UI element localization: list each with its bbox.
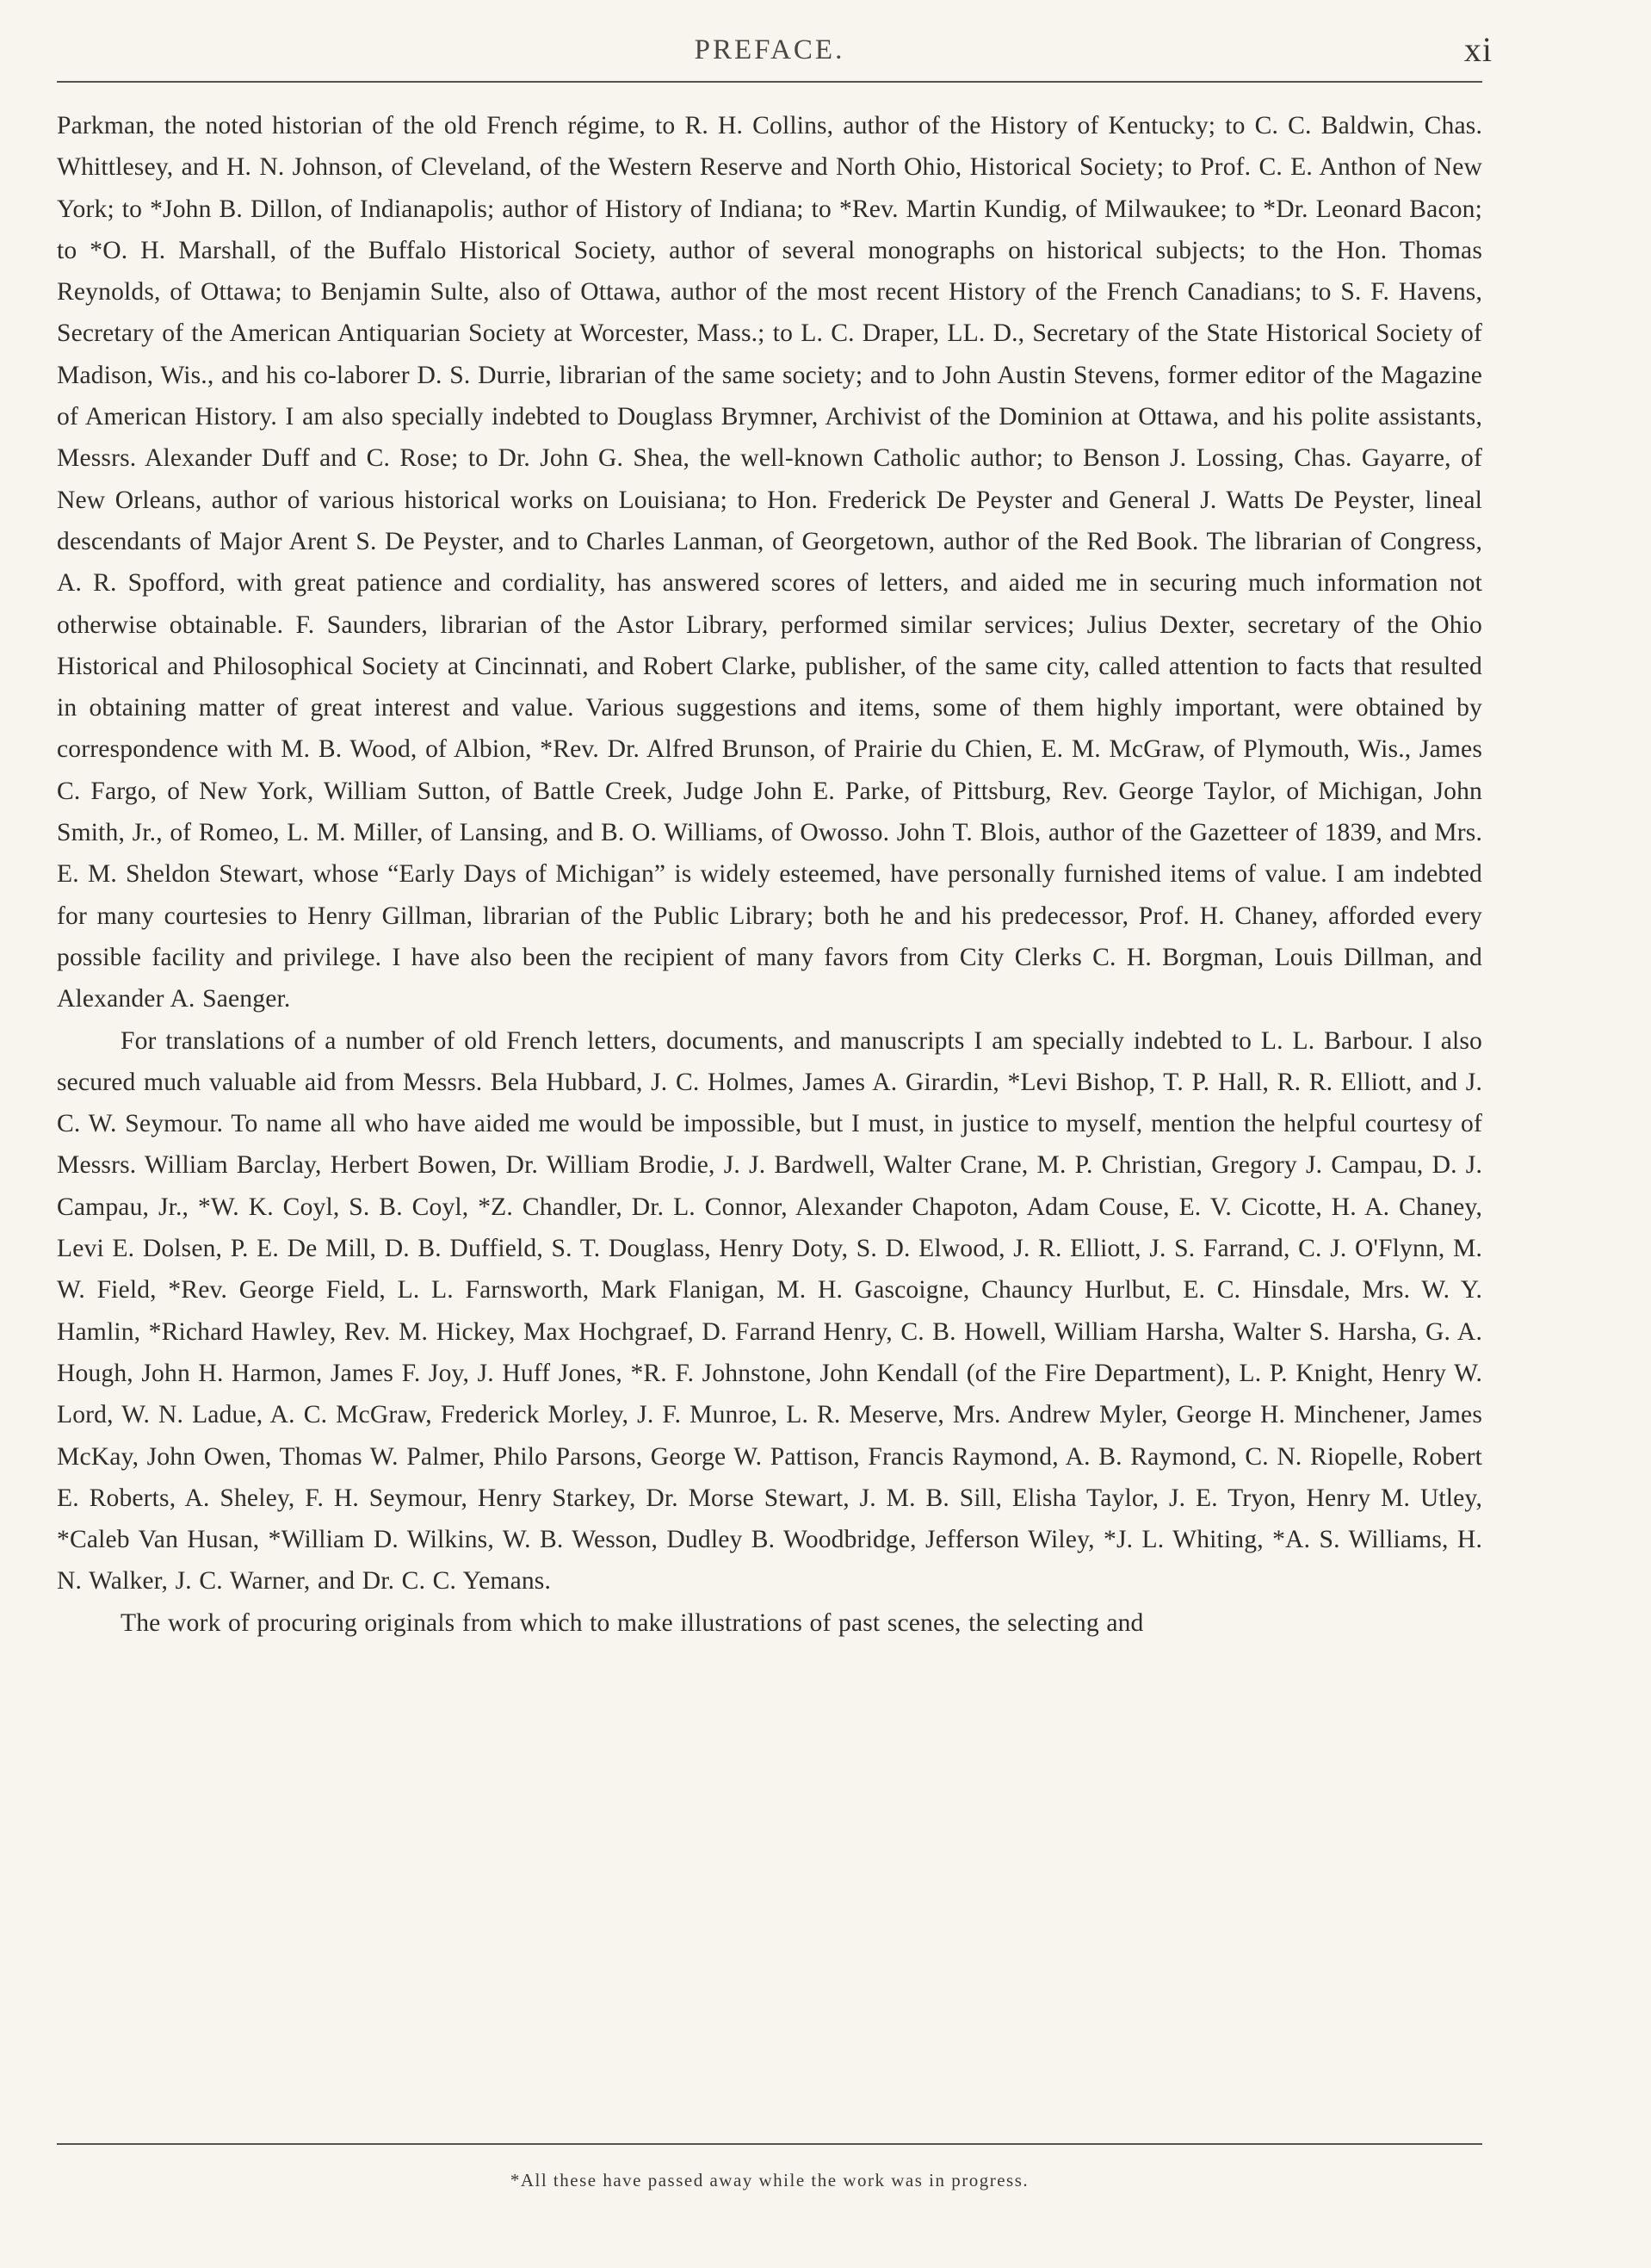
book-page	[57, 29, 1493, 2259]
paragraph-1: Parkman, the noted historian of the old French régime, to R. H. Collins, author of the History of Kentucky; to C. C. Baldwin, Chas. Whittlesey, and H. N. Johnson, of Cleveland, of the Western Reserve and North Ohio, Historical Society; to Prof. C. E. Anthon of New York; to *John B. Dillon, of Indianapolis; author of History of Indiana; to *Rev. Martin Kundig, of Milwaukee; to *Dr. Leonard Bacon; to *O. H. Marshall, of the Buffalo Historical Society, author of several monographs on historical subjects; to the Hon. Thomas Reynolds, of Ottawa; to Benjamin Sulte, also of Ottawa, author of the most recent History of the French Canadians; to S. F. Havens, Secretary of the American Antiquarian Society at Worcester, Mass.; to L. C. Draper, LL. D., Secretary of the State Historical Society of Madison, Wis., and his co-laborer D. S. Durrie, librarian of the same society; and to John Austin Stevens, former editor of the Magazine of American History. I am also specially indebted to Douglass Brymner, Archivist of the Dominion at Ottawa, and his polite assistants, Messrs. Alexander Duff and C. Rose; to Dr. John G. Shea, the well-known Catholic author; to Benson J. Lossing, Chas. Gayarre, of New Orleans, author of various historical works on Louisiana; to Hon. Frederick De Peyster and General J. Watts De Peyster, lineal descendants of Major Arent S. De Peyster, and to Charles Lanman, of Georgetown, author of the Red Book. The librarian of Congress, A. R. Spofford, with great patience and cordiality, has answered scores of letters, and aided me in securing much information not otherwise obtainable. F. Saunders, librarian of the Astor Library, performed similar services; Julius Dexter, secretary of the Ohio Historical and Philosophical Society at Cincinnati, and Robert Clarke, publisher, of the same city, called attention to facts that resulted in obtaining matter of great interest and value. Various suggestions and items, some of them highly important, were obtained by correspondence with M. B. Wood, of Albion, *Rev. Dr. Alfred Brunson, of Prairie du Chien, E. M. McGraw, of Plymouth, Wis., James C. Fargo, of New York, William Sutton, of Battle Creek, Judge John E. Parke, of Pittsburg, Rev. George Taylor, of Michigan, John Smith, Jr., of Romeo, L. M. Miller, of Lansing, and B. O. Williams, of Owosso. John T. Blois, author of the Gazetteer of 1839, and Mrs. E. M. Sheldon Stewart, whose “Early Days of Michigan” is widely esteemed, have personally furnished items of value. I am indebted for many courtesies to Henry Gillman, librarian of the Public Library; both he and his predecessor, Prof. H. Chaney, afforded every possible facility and privilege. I have also been the recipient of many favors from City Clerks C. H. Borgman, Louis Dillman, and Alexander A. Saenger.	[57, 112, 1482, 1013]
page-number: xi	[1463, 30, 1493, 69]
footnote-rule	[57, 2143, 1482, 2145]
footnote: *All these have passed away while the work was in progress.	[510, 2170, 1030, 2191]
header-rule	[57, 81, 1482, 83]
paragraph-3: The work of procuring originals from which to make illustrations of past scenes, the selecting and	[121, 1608, 1144, 1637]
paragraph-2: For translations of a number of old French letters, documents, and manuscripts I am specially indebted to L. L. Barbour. I also secured much valuable aid from Messrs. Bela Hubbard, J. C. Holmes, James A. Girardin, *Levi Bishop, T. P. Hall, R. R. Elliott, and J. C. W. Seymour. To name all who have aided me would be impossible, but I must, in justice to myself, mention the helpful courtesy of Messrs. William Barclay, Herbert Bowen, Dr. William Brodie, J. J. Bardwell, Walter Crane, M. P. Christian, Gregory J. Campau, D. J. Campau, Jr., *W. K. Coyl, S. B. Coyl, *Z. Chandler, Dr. L. Connor, Alexander Chapoton, Adam Couse, E. V. Cicotte, H. A. Chaney, Levi E. Dolsen, P. E. De Mill, D. B. Duffield, S. T. Douglass, Henry Doty, S. D. Elwood, J. R. Elliott, J. S. Farrand, C. J. O'Flynn, M. W. Field, *Rev. George Field, L. L. Farnsworth, Mark Flanigan, M. H. Gascoigne, Chauncy Hurlbut, E. C. Hinsdale, Mrs. W. Y. Hamlin, *Richard Hawley, Rev. M. Hickey, Max Hochgraef, D. Farrand Henry, C. B. Howell, William Harsha, Walter S. Harsha, G. A. Hough, John H. Harmon, James F. Joy, J. Huff Jones, *R. F. Johnstone, John Kendall (of the Fire Department), L. P. Knight, Henry W. Lord, W. N. Ladue, A. C. McGraw, Frederick Morley, J. F. Munroe, L. R. Meserve, Mrs. Andrew Myler, George H. Minchener, James McKay, John Owen, Thomas W. Palmer, Philo Parsons, George W. Pattison, Francis Raymond, A. B. Raymond, C. N. Riopelle, Robert E. Roberts, A. Sheley, F. H. Seymour, Henry Starkey, Dr. Morse Stewart, J. M. B. Sill, Elisha Taylor, J. E. Tryon, Henry M. Utley, *Caleb Van Husan, *William D. Wilkins, W. B. Wesson, Dudley B. Woodbridge, Jefferson Wiley, *J. L. Whiting, *A. S. Williams, H. N. Walker, J. C. Warner, and Dr. C. C. Yemans.	[57, 1026, 1482, 1596]
running-title: PREFACE.	[694, 34, 845, 65]
page-header	[57, 29, 1493, 83]
body-text	[57, 105, 1482, 1644]
